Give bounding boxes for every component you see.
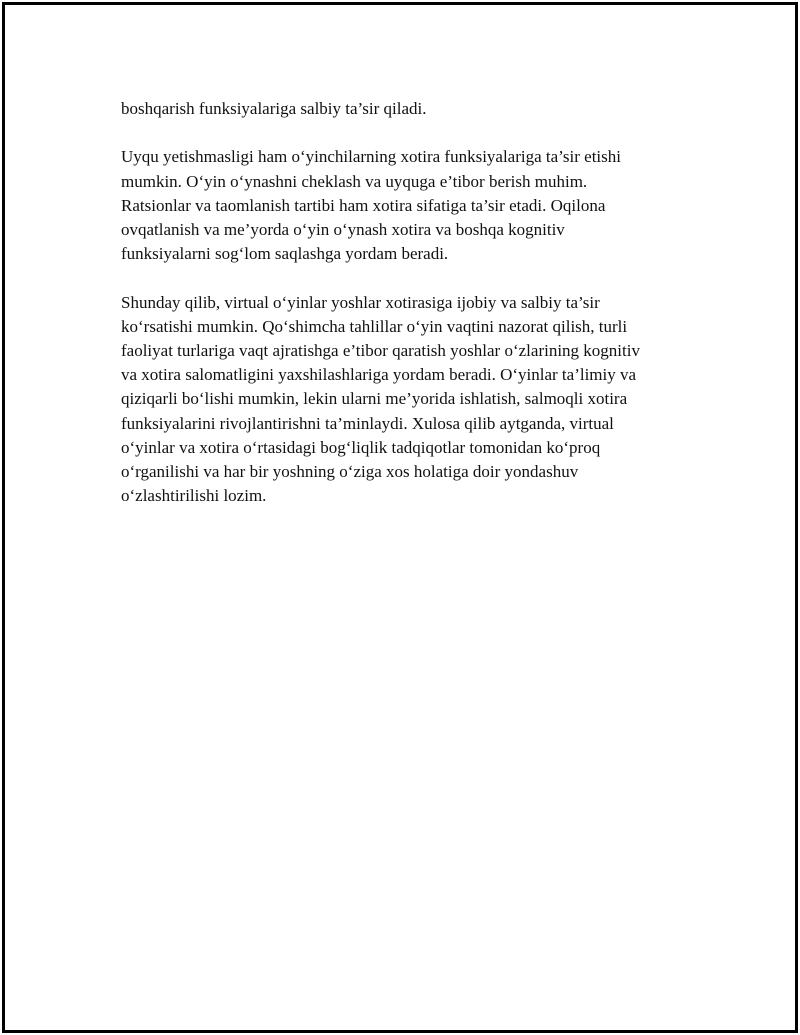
text-line: Shunday qilib, virtual o‘yinlar yoshlar xotirasiga ijobiy va salbiy ta’sir (121, 292, 600, 312)
text-line: o‘yinlar va xotira o‘rtasidagi bog‘liqlik tadqiqotlar tomonidan ko‘proq (121, 437, 601, 457)
text-line: boshqarish funksiyalariga salbiy ta’sir qiladi. (121, 99, 427, 118)
paragraph-conclusion (121, 291, 701, 509)
text-line: faoliyat turlariga vaqt ajratishga e’tibor qaratish yoshlar o‘zlarining kognitiv (121, 341, 640, 360)
body-text (121, 97, 701, 508)
text-line: ko‘rsatishi mumkin. Qo‘shimcha tahlillar o‘yin vaqtini nazorat qilish, turli (121, 316, 628, 336)
text-line: qiziqarli bo‘lishi mumkin, lekin ularni me’yorida ishlatish, salmoqli xotira (121, 389, 628, 409)
text-line: Uyqu yetishmasligi ham o‘yinchilarning xotira funksiyalariga ta’sir etishi (121, 147, 621, 167)
text-line: va xotira salomatligini yaxshilashlariga yordam beradi. O‘yinlar ta’limiy va (121, 365, 637, 385)
document-page (2, 2, 798, 1033)
paragraph-sleep-diet (121, 145, 701, 266)
text-line: funksiyalarni sog‘lom saqlashga yordam beradi. (121, 244, 449, 264)
text-line: ovqatlanish va me’yorda o‘yin o‘ynash xotira va boshqa kognitiv (121, 220, 565, 239)
text-line: o‘zlashtirilishi lozim. (121, 486, 267, 506)
text-line: o‘rganilishi va har bir yoshning o‘ziga xos holatiga doir yondashuv (121, 462, 579, 482)
text-line: Ratsionlar va taomlanish tartibi ham xotira sifatiga ta’sir etadi. Oqilona (121, 195, 606, 215)
text-line: mumkin. O‘yin o‘ynashni cheklash va uyquga e’tibor berish muhim. (121, 171, 588, 191)
paragraph-continuation (121, 97, 701, 121)
text-line: funksiyalarini rivojlantirishni ta’minlaydi. Xulosa qilib aytganda, virtual (121, 413, 614, 433)
